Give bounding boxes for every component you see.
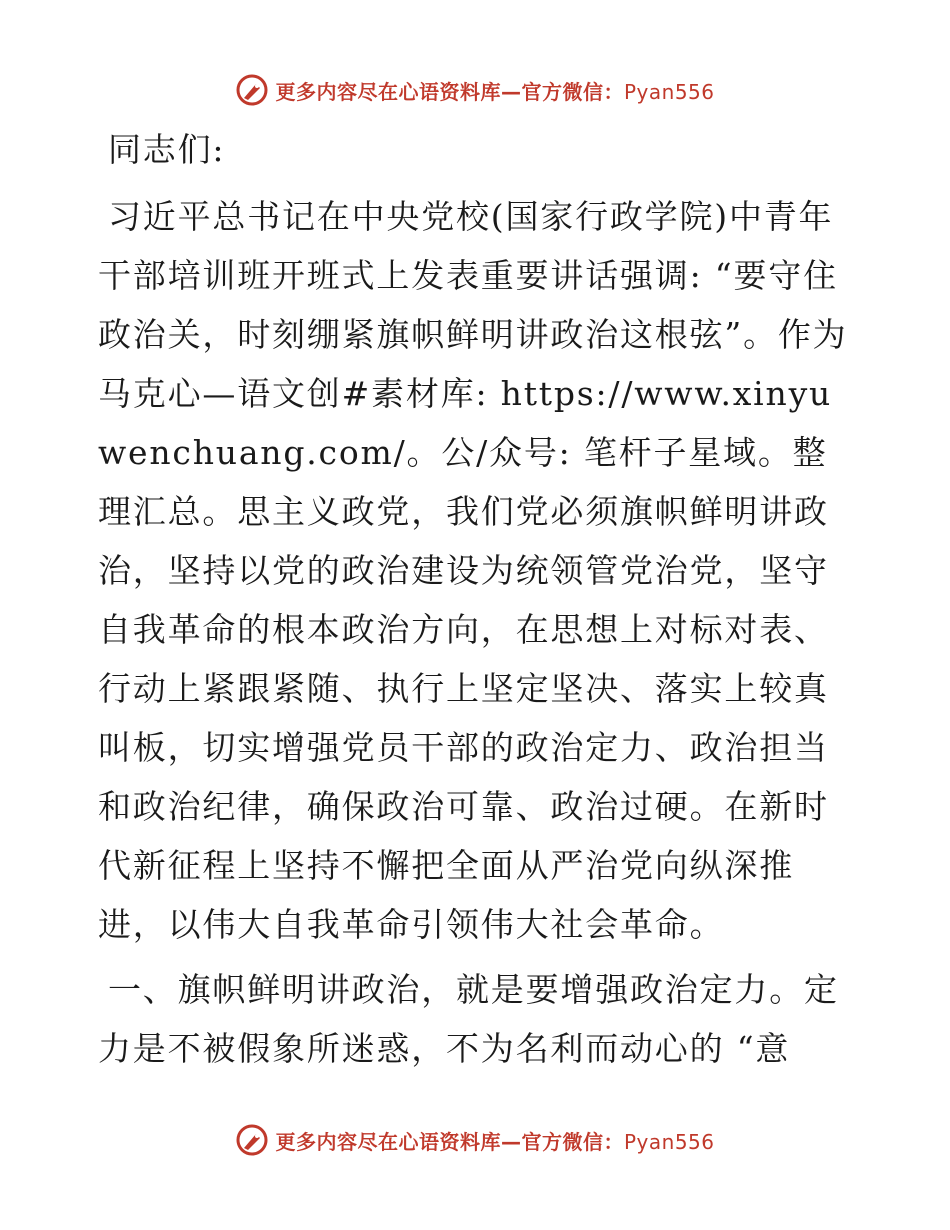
paragraph-intro: 习近平总书记在中央党校(国家行政学院)中青年干部培训班开班式上发表重要讲话强调: “要守住政治关，时刻绷紧旗帜鲜明讲政治这根弦”。作为马克心—语文创#素材库: https://www.xinyuwenchuang.com/。公/众号: 笔杆子星域。整理汇总。思主义政党，我们党必须旗帜鲜明讲政治，坚持以党的政治建设为统领管党治党，坚守自我革命的根本政治方向，在思想上对标对表、行动上紧跟紧随、执行上坚定坚决、落实上较真叫板，切实增强党员干部的政治定力、政治担当和政治纪律，确保政治可靠、政治过硬。在新时代新征程上坚持不懈把全面从严治党向纵深推进，以伟大自我革命引领伟大社会革命。 [98,197,848,944]
paragraph-section-one: 一、旗帜鲜明讲政治，就是要增强政治定力。定力是不被假象所迷惑，不为名利而动心的 “意 [98,970,839,1068]
header-watermark [0,70,950,110]
footer-watermark [0,1120,950,1160]
watermark-text [275,1126,714,1155]
watermark-label: 更多内容尽在心语资料库—官方微信： [275,79,624,104]
watermark-wechat-id: Pyan556 [623,1129,715,1154]
watermark-label: 更多内容尽在心语资料库—官方微信： [275,1129,624,1154]
document-body [98,120,858,1078]
watermark-text [275,76,714,105]
pen-nib-logo-icon [235,73,269,107]
pen-nib-logo-icon [235,1123,269,1157]
greeting: 同志们: [108,130,226,169]
watermark-wechat-id: Pyan556 [623,79,715,104]
